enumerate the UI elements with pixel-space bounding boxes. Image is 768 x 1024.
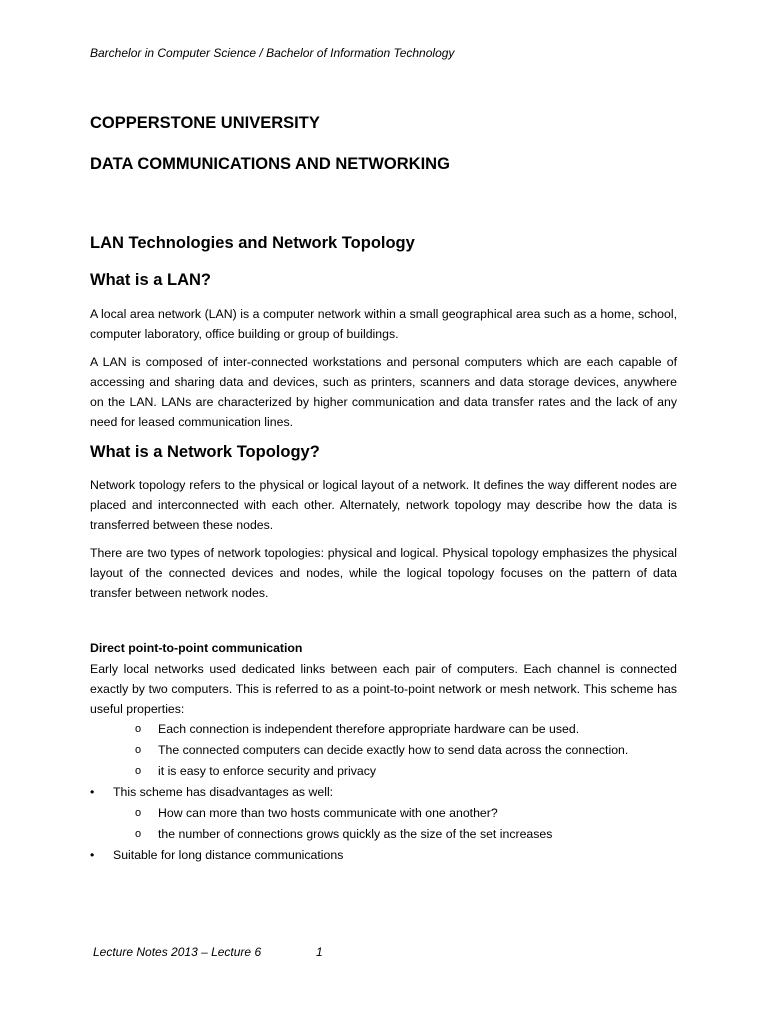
circle-bullet-icon: o <box>135 807 142 819</box>
list-item-text: The connected computers can decide exactly how to send data across the connection. <box>158 743 629 757</box>
list-item-text: it is easy to enforce security and privacy <box>158 764 377 778</box>
circle-bullet-icon: o <box>135 765 142 777</box>
bullet-icon: • <box>90 848 95 862</box>
bullet-text: Suitable for long distance communications <box>113 848 344 862</box>
list-item-text: How can more than two hosts communicate with one another? <box>158 806 498 820</box>
list-item <box>90 803 677 824</box>
list-item <box>90 761 677 782</box>
list-item-text: Each connection is independent therefore appropriate hardware can be used. <box>158 722 580 736</box>
running-header: Barchelor in Computer Science / Bachelor of Information Technology <box>90 46 455 60</box>
page-number: 1 <box>316 945 323 959</box>
direct-communication-heading: Direct point-to-point communication <box>90 641 303 655</box>
topology-heading: What is a Network Topology? <box>90 443 320 461</box>
topology-types-paragraph: There are two types of network topologies: physical and logical. Physical topology emphasizes the physical layout of the connected devices and nodes, while the logical topology focuses on the pattern of data transfer between network nodes. <box>90 546 677 600</box>
disadvantages-bullet <box>90 782 333 803</box>
topic-heading: LAN Technologies and Network Topology <box>90 234 415 252</box>
lan-heading: What is a LAN? <box>90 271 212 289</box>
course-title: DATA COMMUNICATIONS AND NETWORKING <box>90 155 450 173</box>
circle-bullet-icon: o <box>135 744 142 756</box>
footer-notes: Lecture Notes 2013 – Lecture 6 <box>93 945 262 959</box>
bullet-text: This scheme has disadvantages as well: <box>113 785 334 799</box>
list-item <box>90 824 677 845</box>
list-item <box>90 719 677 740</box>
list-item <box>90 740 677 761</box>
lan-composition-paragraph: A LAN is composed of inter-connected workstations and personal computers which are each capable of accessing and sharing data and devices, such as printers, scanners and data storage devices, anywhere on the LAN. LANs are characterized by higher communication and data transfer rates and the lack of any need for leased communication lines. <box>90 355 677 429</box>
topology-definition-paragraph: Network topology refers to the physical or logical layout of a network. It defines the way different nodes are placed and interconnected with each other. Alternately, network topology may describe how the data is transferred between these nodes. <box>90 478 677 532</box>
circle-bullet-icon: o <box>135 723 142 735</box>
direct-communication-intro: Early local networks used dedicated links between each pair of computers. Each channel is connected exactly by two computers. This is referred to as a point-to-point network or mesh network. This scheme has useful properties: <box>90 662 677 716</box>
disadvantages-list <box>90 803 677 845</box>
circle-bullet-icon: o <box>135 828 142 840</box>
bullet-icon: • <box>90 785 95 799</box>
university-title: COPPERSTONE UNIVERSITY <box>90 114 320 132</box>
list-item-text: the number of connections grows quickly as the size of the set increases <box>158 827 553 841</box>
suitable-bullet <box>90 845 343 866</box>
properties-list <box>90 719 677 782</box>
lan-definition-paragraph: A local area network (LAN) is a computer network within a small geographical area such as a home, school, computer laboratory, office building or group of buildings. <box>90 307 677 341</box>
